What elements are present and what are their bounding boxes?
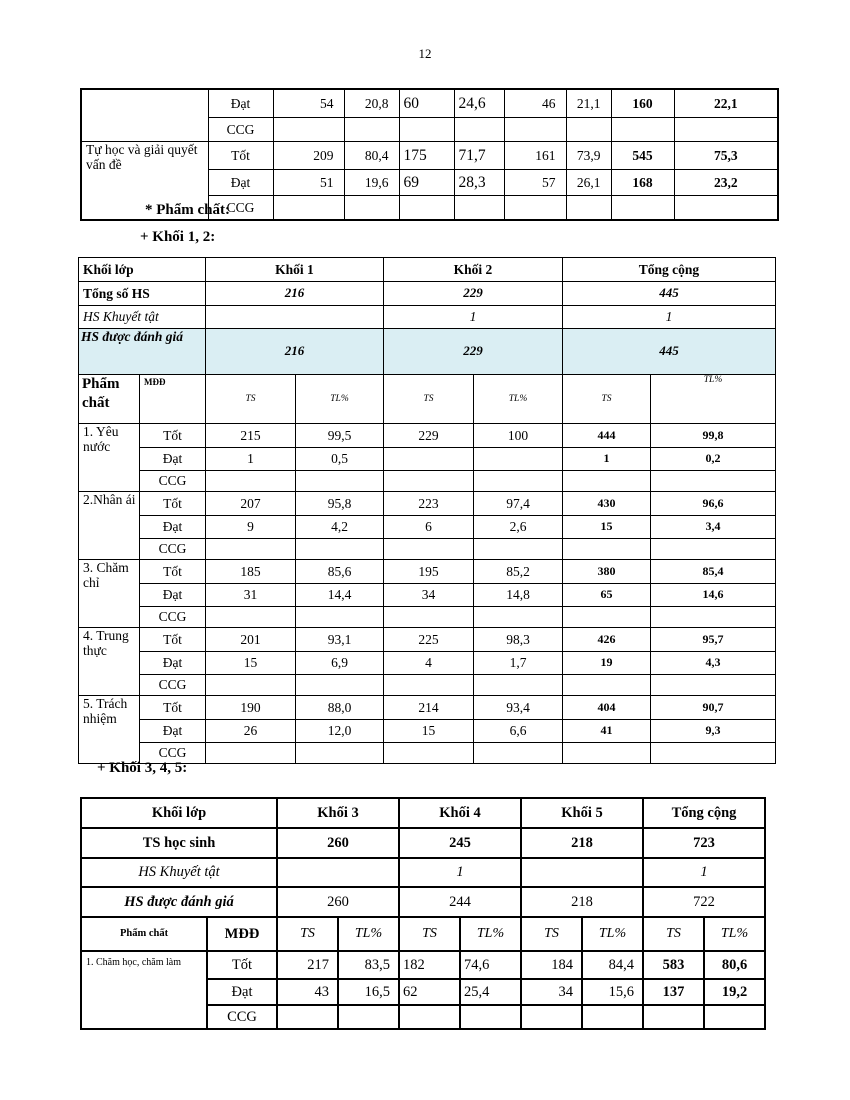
subheader-cell: TS bbox=[384, 375, 474, 424]
cell: 430 bbox=[563, 492, 651, 516]
cell bbox=[384, 743, 474, 764]
cell: 218 bbox=[521, 887, 643, 917]
cell: 1 bbox=[563, 448, 651, 471]
cell: 445 bbox=[563, 282, 776, 306]
row-label: TS học sinh bbox=[81, 828, 277, 858]
cell bbox=[296, 539, 384, 560]
cell: 4,2 bbox=[296, 516, 384, 539]
cell: 6,6 bbox=[474, 720, 563, 743]
cell bbox=[521, 858, 643, 887]
cell: 20,8 bbox=[344, 89, 399, 118]
cell bbox=[611, 118, 674, 142]
cell: 26,1 bbox=[566, 170, 611, 196]
level-cell: Đạt bbox=[140, 516, 206, 539]
cell bbox=[384, 448, 474, 471]
table-row bbox=[81, 887, 765, 917]
level-cell: Tốt bbox=[207, 951, 277, 979]
cell bbox=[277, 858, 399, 887]
cell: 209 bbox=[273, 142, 344, 170]
cell: 1 bbox=[563, 306, 776, 329]
cell bbox=[344, 196, 399, 221]
cell bbox=[454, 196, 504, 221]
level-cell: CCG bbox=[208, 118, 273, 142]
cell: 137 bbox=[643, 979, 704, 1005]
section-heading-pham-chat: * Phẩm chất: bbox=[145, 202, 230, 218]
cell: 722 bbox=[643, 887, 765, 917]
cell: 260 bbox=[277, 887, 399, 917]
cell bbox=[474, 743, 563, 764]
level-cell: Đạt bbox=[140, 448, 206, 471]
cell: 404 bbox=[563, 696, 651, 720]
cell: 223 bbox=[384, 492, 474, 516]
level-cell: CCG bbox=[140, 675, 206, 696]
cell bbox=[399, 118, 454, 142]
level-cell: Tốt bbox=[140, 560, 206, 584]
cell: 90,7 bbox=[651, 696, 776, 720]
cell: 60 bbox=[399, 89, 454, 118]
cell: 74,6 bbox=[460, 951, 521, 979]
table-row bbox=[79, 720, 776, 743]
cell bbox=[384, 471, 474, 492]
cell: 229 bbox=[384, 282, 563, 306]
level-cell: Đạt bbox=[207, 979, 277, 1005]
cell bbox=[651, 743, 776, 764]
row-label: HS Khuyết tật bbox=[81, 858, 277, 887]
cell: 73,9 bbox=[566, 142, 611, 170]
cell bbox=[474, 675, 563, 696]
criterion-label: 5. Trách nhiệm bbox=[79, 696, 140, 764]
cell: 1,7 bbox=[474, 652, 563, 675]
cell bbox=[344, 118, 399, 142]
cell: 41 bbox=[563, 720, 651, 743]
cell bbox=[296, 607, 384, 628]
subheader-cell: TS bbox=[643, 917, 704, 951]
cell: 25,4 bbox=[460, 979, 521, 1005]
table-row bbox=[79, 652, 776, 675]
cell: 46 bbox=[504, 89, 566, 118]
criterion-label: 1. Yêu nước bbox=[79, 424, 140, 492]
cell: 161 bbox=[504, 142, 566, 170]
cell bbox=[474, 539, 563, 560]
header-cell: Khối 2 bbox=[384, 258, 563, 282]
level-cell: CCG bbox=[140, 607, 206, 628]
row-label: Tổng số HS bbox=[79, 282, 206, 306]
header-cell: Tổng cộng bbox=[643, 798, 765, 828]
table-row bbox=[81, 858, 765, 887]
cell bbox=[399, 196, 454, 221]
cell bbox=[384, 675, 474, 696]
criterion-label bbox=[81, 89, 208, 142]
subheader-cell: TL% bbox=[582, 917, 643, 951]
cell: 229 bbox=[384, 329, 563, 375]
cell: 1 bbox=[206, 448, 296, 471]
cell: 54 bbox=[273, 89, 344, 118]
table-khoi-1-2 bbox=[78, 257, 776, 764]
level-cell: Đạt bbox=[140, 652, 206, 675]
cell: 14,8 bbox=[474, 584, 563, 607]
cell: 19,6 bbox=[344, 170, 399, 196]
cell: 185 bbox=[206, 560, 296, 584]
table-row bbox=[81, 798, 765, 828]
cell: 31 bbox=[206, 584, 296, 607]
cell: 85,6 bbox=[296, 560, 384, 584]
table-row bbox=[79, 471, 776, 492]
cell: 445 bbox=[563, 329, 776, 375]
cell: 84,4 bbox=[582, 951, 643, 979]
cell bbox=[277, 1005, 338, 1029]
subheader-cell: TL% bbox=[474, 375, 563, 424]
table-row bbox=[79, 696, 776, 720]
cell bbox=[674, 196, 778, 221]
row-label: HS được đánh giá bbox=[79, 329, 206, 375]
cell: 168 bbox=[611, 170, 674, 196]
cell: 93,1 bbox=[296, 628, 384, 652]
subheader-cell: TL% bbox=[704, 917, 765, 951]
cell bbox=[296, 675, 384, 696]
cell: 216 bbox=[206, 282, 384, 306]
cell: 15 bbox=[384, 720, 474, 743]
cell bbox=[296, 743, 384, 764]
table-row bbox=[81, 917, 765, 951]
page-number: 12 bbox=[418, 46, 432, 61]
table-row bbox=[79, 306, 776, 329]
cell: 100 bbox=[474, 424, 563, 448]
table-row bbox=[81, 828, 765, 858]
cell bbox=[563, 539, 651, 560]
header-cell: Khối 1 bbox=[206, 258, 384, 282]
cell: 93,4 bbox=[474, 696, 563, 720]
table-khoi-3-4-5 bbox=[80, 797, 766, 1030]
subheader-cell: TS bbox=[277, 917, 338, 951]
cell: 1 bbox=[643, 858, 765, 887]
subheader-cell: TL% bbox=[338, 917, 399, 951]
cell: 95,8 bbox=[296, 492, 384, 516]
cell: 545 bbox=[611, 142, 674, 170]
cell bbox=[206, 471, 296, 492]
subheader-cell: TS bbox=[399, 917, 460, 951]
cell bbox=[296, 471, 384, 492]
cell: 14,4 bbox=[296, 584, 384, 607]
subheader-pham-chat: Phẩm chất bbox=[81, 917, 207, 951]
cell bbox=[474, 471, 563, 492]
cell: 380 bbox=[563, 560, 651, 584]
cell: 214 bbox=[384, 696, 474, 720]
cell: 75,3 bbox=[674, 142, 778, 170]
cell: 97,4 bbox=[474, 492, 563, 516]
cell: 0,5 bbox=[296, 448, 384, 471]
cell: 15,6 bbox=[582, 979, 643, 1005]
cell bbox=[273, 118, 344, 142]
cell: 71,7 bbox=[454, 142, 504, 170]
cell: 2,6 bbox=[474, 516, 563, 539]
cell: 583 bbox=[643, 951, 704, 979]
subheader-cell: TL% bbox=[296, 375, 384, 424]
cell bbox=[643, 1005, 704, 1029]
cell: 98,3 bbox=[474, 628, 563, 652]
cell bbox=[651, 675, 776, 696]
table-row bbox=[79, 607, 776, 628]
table-row bbox=[79, 282, 776, 306]
cell: 28,3 bbox=[454, 170, 504, 196]
level-cell: CCG bbox=[208, 196, 273, 221]
cell: 175 bbox=[399, 142, 454, 170]
cell: 1 bbox=[399, 858, 521, 887]
cell: 1 bbox=[384, 306, 563, 329]
cell: 99,5 bbox=[296, 424, 384, 448]
cell: 88,0 bbox=[296, 696, 384, 720]
table-row bbox=[79, 329, 776, 375]
row-label: HS được đánh giá bbox=[81, 887, 277, 917]
table-row bbox=[79, 516, 776, 539]
cell bbox=[206, 675, 296, 696]
cell: 80,6 bbox=[704, 951, 765, 979]
cell: 216 bbox=[206, 329, 384, 375]
level-cell: Đạt bbox=[208, 89, 273, 118]
cell: 19,2 bbox=[704, 979, 765, 1005]
cell bbox=[704, 1005, 765, 1029]
cell: 69 bbox=[399, 170, 454, 196]
cell bbox=[384, 607, 474, 628]
cell: 21,1 bbox=[566, 89, 611, 118]
cell bbox=[206, 607, 296, 628]
cell: 184 bbox=[521, 951, 582, 979]
table-row bbox=[79, 424, 776, 448]
header-cell: Khối lớp bbox=[79, 258, 206, 282]
cell: 99,8 bbox=[651, 424, 776, 448]
level-cell: Tốt bbox=[140, 424, 206, 448]
subheader-cell: TS bbox=[521, 917, 582, 951]
cell bbox=[582, 1005, 643, 1029]
cell: 15 bbox=[206, 652, 296, 675]
criterion-label: Tự học và giải quyết vấn đề bbox=[81, 142, 208, 221]
cell: 3,4 bbox=[651, 516, 776, 539]
subheader-cell: TS bbox=[563, 375, 651, 424]
cell: 85,4 bbox=[651, 560, 776, 584]
level-cell: CCG bbox=[140, 539, 206, 560]
cell bbox=[521, 1005, 582, 1029]
cell: 245 bbox=[399, 828, 521, 858]
cell: 723 bbox=[643, 828, 765, 858]
subheader-cell: TS bbox=[206, 375, 296, 424]
cell: 96,6 bbox=[651, 492, 776, 516]
cell bbox=[651, 539, 776, 560]
cell bbox=[454, 118, 504, 142]
header-cell: Khối 3 bbox=[277, 798, 399, 828]
header-cell: Khối 5 bbox=[521, 798, 643, 828]
cell: 24,6 bbox=[454, 89, 504, 118]
cell: 0,2 bbox=[651, 448, 776, 471]
cell bbox=[563, 743, 651, 764]
cell: 34 bbox=[384, 584, 474, 607]
row-label: HS Khuyết tật bbox=[79, 306, 206, 329]
cell: 26 bbox=[206, 720, 296, 743]
level-cell: CCG bbox=[207, 1005, 277, 1029]
level-cell: Tốt bbox=[140, 696, 206, 720]
section-heading-khoi-1-2: + Khối 1, 2: bbox=[140, 229, 216, 245]
cell: 260 bbox=[277, 828, 399, 858]
cell bbox=[206, 743, 296, 764]
table-row bbox=[79, 448, 776, 471]
cell: 83,5 bbox=[338, 951, 399, 979]
table-row bbox=[79, 539, 776, 560]
level-cell: Đạt bbox=[208, 170, 273, 196]
table-row bbox=[79, 375, 776, 424]
cell: 65 bbox=[563, 584, 651, 607]
subheader-mdd: MĐĐ bbox=[140, 375, 206, 424]
cell: 160 bbox=[611, 89, 674, 118]
cell: 80,4 bbox=[344, 142, 399, 170]
cell bbox=[504, 118, 566, 142]
cell: 244 bbox=[399, 887, 521, 917]
cell bbox=[563, 675, 651, 696]
cell bbox=[273, 196, 344, 221]
cell: 51 bbox=[273, 170, 344, 196]
cell: 182 bbox=[399, 951, 460, 979]
cell: 34 bbox=[521, 979, 582, 1005]
cell: 85,2 bbox=[474, 560, 563, 584]
level-cell: Đạt bbox=[140, 720, 206, 743]
cell bbox=[651, 607, 776, 628]
level-cell: CCG bbox=[140, 743, 206, 764]
table-row bbox=[81, 142, 778, 170]
cell: 6 bbox=[384, 516, 474, 539]
criterion-label: 2.Nhân ái bbox=[79, 492, 140, 560]
cell: 57 bbox=[504, 170, 566, 196]
criterion-label: 1. Chăm học, chăm làm bbox=[81, 951, 207, 1029]
cell: 207 bbox=[206, 492, 296, 516]
cell bbox=[474, 448, 563, 471]
cell bbox=[474, 607, 563, 628]
cell bbox=[611, 196, 674, 221]
header-cell: Tổng cộng bbox=[563, 258, 776, 282]
cell: 215 bbox=[206, 424, 296, 448]
cell: 426 bbox=[563, 628, 651, 652]
cell: 95,7 bbox=[651, 628, 776, 652]
cell: 19 bbox=[563, 652, 651, 675]
level-cell: Tốt bbox=[140, 628, 206, 652]
cell: 6,9 bbox=[296, 652, 384, 675]
cell: 43 bbox=[277, 979, 338, 1005]
cell bbox=[338, 1005, 399, 1029]
table-row bbox=[79, 675, 776, 696]
level-cell: Tốt bbox=[208, 142, 273, 170]
cell bbox=[566, 196, 611, 221]
cell: 218 bbox=[521, 828, 643, 858]
cell: 4 bbox=[384, 652, 474, 675]
cell bbox=[206, 539, 296, 560]
cell: 229 bbox=[384, 424, 474, 448]
criterion-label: 3. Chăm chỉ bbox=[79, 560, 140, 628]
cell bbox=[460, 1005, 521, 1029]
table-row bbox=[81, 951, 765, 979]
subheader-cell: TL% bbox=[651, 375, 776, 424]
table-row bbox=[79, 560, 776, 584]
table-row bbox=[81, 89, 778, 118]
cell: 62 bbox=[399, 979, 460, 1005]
header-cell: Khối 4 bbox=[399, 798, 521, 828]
cell bbox=[651, 471, 776, 492]
cell bbox=[384, 539, 474, 560]
criterion-label: 4. Trung thực bbox=[79, 628, 140, 696]
cell: 22,1 bbox=[674, 89, 778, 118]
cell: 217 bbox=[277, 951, 338, 979]
cell bbox=[504, 196, 566, 221]
section-heading-khoi-3-4-5: + Khối 3, 4, 5: bbox=[97, 760, 188, 776]
cell bbox=[563, 607, 651, 628]
cell: 15 bbox=[563, 516, 651, 539]
cell: 201 bbox=[206, 628, 296, 652]
level-cell: Tốt bbox=[140, 492, 206, 516]
table-row bbox=[79, 492, 776, 516]
cell: 9 bbox=[206, 516, 296, 539]
cell bbox=[563, 471, 651, 492]
subheader-mdd: MĐĐ bbox=[207, 917, 277, 951]
cell: 225 bbox=[384, 628, 474, 652]
cell: 195 bbox=[384, 560, 474, 584]
cell bbox=[566, 118, 611, 142]
table-row bbox=[79, 258, 776, 282]
cell: 444 bbox=[563, 424, 651, 448]
subheader-cell: TL% bbox=[460, 917, 521, 951]
cell bbox=[399, 1005, 460, 1029]
cell bbox=[206, 306, 384, 329]
header-cell: Khối lớp bbox=[81, 798, 277, 828]
level-cell: CCG bbox=[140, 471, 206, 492]
cell bbox=[674, 118, 778, 142]
cell: 16,5 bbox=[338, 979, 399, 1005]
table-row bbox=[79, 628, 776, 652]
cell: 9,3 bbox=[651, 720, 776, 743]
subheader-pham-chat: Phẩm chất bbox=[79, 375, 140, 424]
cell: 14,6 bbox=[651, 584, 776, 607]
table-row bbox=[79, 584, 776, 607]
cell: 190 bbox=[206, 696, 296, 720]
cell: 4,3 bbox=[651, 652, 776, 675]
cell: 23,2 bbox=[674, 170, 778, 196]
cell: 12,0 bbox=[296, 720, 384, 743]
level-cell: Đạt bbox=[140, 584, 206, 607]
